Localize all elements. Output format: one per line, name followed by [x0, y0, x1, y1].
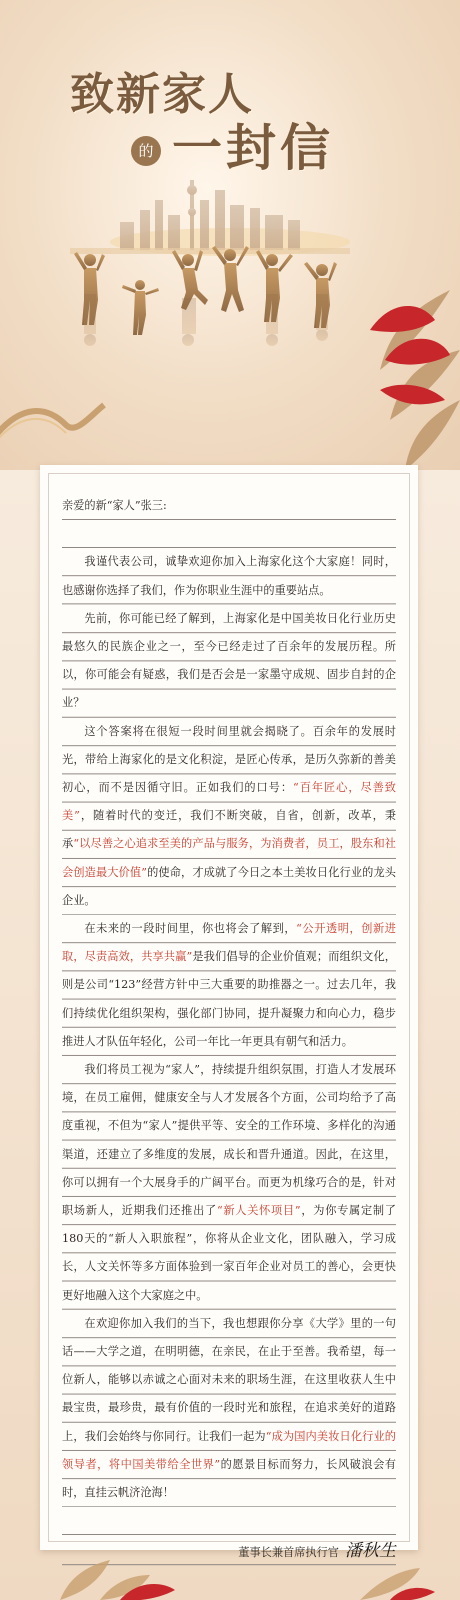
text-run: 这个答案将在很短一段时间里就会揭晓了。百余年的发展时光，带给上海家化的是文化积淀，是匠心传承，是历久弥新的善美初心，而不是因循守旧。正如我们的口号： [62, 724, 396, 794]
paragraph-text [62, 1056, 396, 1310]
highlighted-quote: “成为国内美妆日化行业的领导者，将中国美带给全世界” [62, 1429, 396, 1471]
text-run: ，为你专属定制了180天的“新人入职旅程”，你将从企业文化，团队融入，学习成长，人文关怀等多方面体验到一家百年企业对员工的善心，会更快更好地融入这个大家庭之中。 [62, 1204, 396, 1302]
text-run: 在欢迎你加入我们的当下，我也想跟你分享《大学》里的一句话——大学之道，在明明德，在亲民，在止于至善。我希望，每一位新人，能够以赤诚之心面对未来的职场生涯，在这里收获人生中最宝贵，最珍贵，最有价值的一段时光和旅程，在追求美好的道路上，我们会始终与你同行。让我们一起为 [62, 1316, 396, 1443]
letter-body [62, 492, 396, 1568]
ribbon-decoration-icon [0, 395, 106, 465]
bottom-leaf-decoration-icon [0, 1520, 460, 1600]
title-connector-badge: 的 [131, 136, 161, 166]
highlighted-quote: “公开透明，创新进取，尽责高效，共享共赢” [62, 922, 396, 964]
text-run: ，随着时代的变迁，我们不断突破，自省，创新，改革，秉承 [62, 809, 396, 851]
highlighted-quote: “以尽善之心追求至美的产品与服务，为消费者，员工，股东和社会创造最大价值” [62, 837, 396, 879]
signature-name: 潘秋生 [345, 1541, 396, 1562]
text-run: 在未来的一段时间里，你也将会了解到， [84, 922, 297, 936]
letter-paragraph [62, 718, 396, 915]
text-run: 的愿景目标而努力，长风破浪会有时，直挂云帆济沧海！ [62, 1457, 396, 1500]
paragraph-text [62, 718, 396, 915]
signature-title: 董事长兼首席执行官 [238, 1546, 339, 1560]
paragraph-text [62, 548, 396, 604]
letter-paragraph [62, 1310, 396, 1507]
title-line-2: 一封信 [172, 118, 334, 177]
text-run: 的使命，才成就了今日之本土美妆日化行业的龙头企业。 [62, 865, 396, 907]
red-flower-decoration-icon [350, 290, 460, 470]
header-banner [0, 0, 460, 470]
text-run: 我们将员工视为“家人”，持续提升组织氛围，打造人才发展环境，在员工雇佣，健康安全与人才发展各个方面，公司均给予了高度重视，不但为“家人”提供平等、安全的工作环境、多样化的沟通渠道，还建立了多维度的发展，成长和晋升通道。因此，在这里，你可以拥有一个大展身手的广阔平台。而更为机缘巧合的是，针对职场新人，近期我们还推出了 [62, 1063, 396, 1218]
letter-paragraphs [62, 548, 396, 1507]
letter-greeting: 亲爱的新“家人”张三: [62, 492, 396, 520]
paragraph-text [62, 1310, 396, 1507]
text-run: 是我们倡导的企业价值观；而组织文化，则是公司“123”经营方针中三大重要的助推器之一。过去几年，我们持续优化组织架构，强化部门协同，提升凝聚力和向心力，稳步推进人才队伍年轻化，公司一年比一年更具有朝气和活力。 [62, 950, 396, 1048]
title-line-1: 致新家人 [70, 69, 254, 120]
blank-line [62, 520, 396, 548]
text-run: 先前，你可能已经了解到，上海家化是中国美妆日化行业历史最悠久的民族企业之一，至今已经走过了百余年的发展历程。所以，你可能会有疑惑，我们是否会是一家墨守成规、固步自封的企业？ [62, 611, 396, 710]
letter-paragraph [62, 1056, 396, 1310]
highlighted-quote: “百年匠心，尽善致美” [62, 781, 396, 823]
paragraph-text [62, 915, 396, 1056]
letter-paragraph [62, 548, 396, 604]
paragraph-text [62, 605, 396, 718]
letter-paragraph [62, 605, 396, 718]
text-run: 我谨代表公司，诚挚欢迎你加入上海家化这个大家庭！同时，也感谢你选择了我们，作为你职业生涯中的重要站点。 [62, 555, 396, 597]
highlighted-quote: “新人关怀项目” [216, 1204, 301, 1218]
letter-paragraph [62, 915, 396, 1056]
